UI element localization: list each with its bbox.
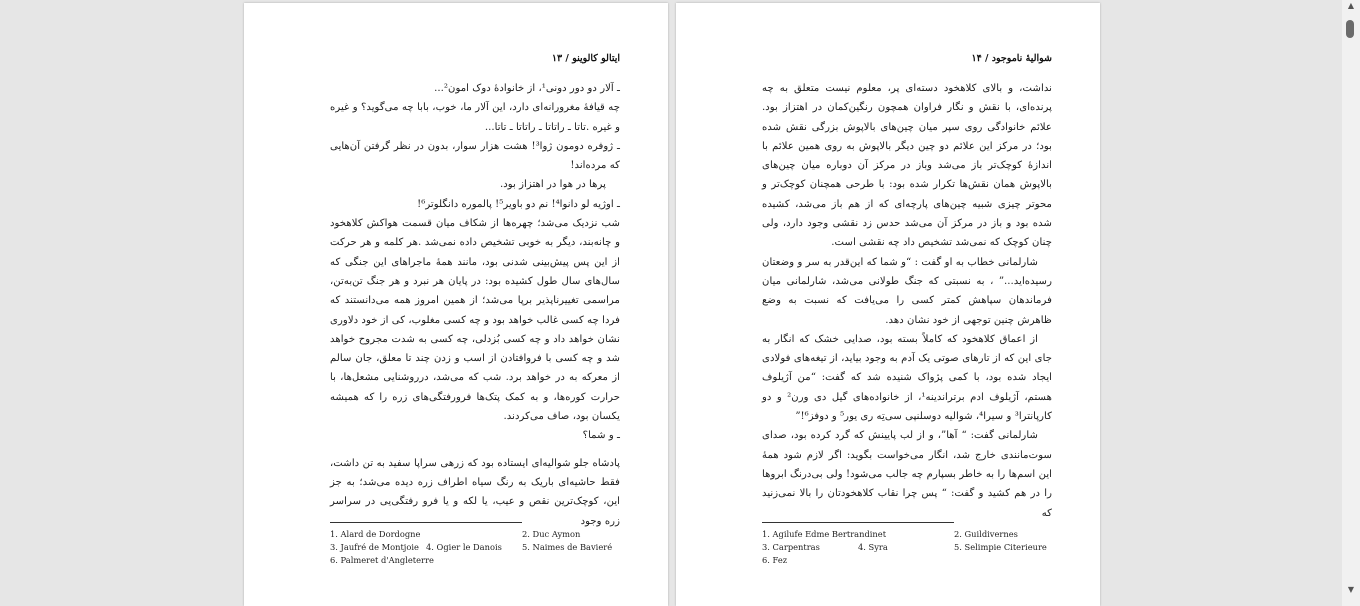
page-14 [676, 3, 1100, 606]
vertical-scrollbar[interactable] [1342, 0, 1360, 606]
scroll-down-icon[interactable]: ▼ [1347, 585, 1355, 594]
page-13 [244, 3, 668, 606]
paragraph: شارلمانی خطاب به او گفت : “و شما که این‌قدر به سر و وضعتان رسیده‌اید...” ، به نسبتی که جنگ طولانی می‌شد، شارلمانی میان فرماندهان سپاهش کمتر کسی را می‌یافت که نسبت به وضع ظاهرش چنین توجهی از خود نشان دهد. [762, 256, 1052, 326]
footnote-row [330, 554, 620, 567]
paragraph: چه قیافهٔ مغرورانه‌ای دارد، این آلار ما، خوب، بابا چه می‌گوید؟ و غیره و غیره .تاتا ـ راتاتا ـ راتاتا ـ تاتا... [330, 102, 620, 133]
footnote-rule [330, 522, 522, 523]
footnote: 6. Fez [762, 555, 788, 565]
footnote-row [762, 541, 1052, 554]
footnote: 3. Jaufré de Montjoie [330, 542, 419, 552]
footnote-row [330, 541, 620, 554]
page-header: شوالیهٔ ناموجود / ۱۴ [971, 53, 1052, 64]
page-header: ایتالو کالوینو / ۱۳ [551, 53, 620, 64]
paragraph: از اعماق کلاهخود که کاملاً بسته بود، صدایی خشک که انگار به جای این که از تارهای صوتی یک آدم به وجود بیاید، از تیغه‌های فولادی ایجاد شده بود، با کمی پژواک شنیده شد که گفت: “من آژیلوف هستم، آژیلوف ادم برتراندینه¹، از خانواده‌های گیل دی ورن² و دو کارپانترا³ و سیرا⁴، شوالیه دوسلنپی سی‌تِه ری یور⁵ و دوفز⁶!” [762, 333, 1052, 423]
footnotes [330, 528, 620, 567]
footnote-rule [762, 522, 954, 523]
paragraph: ـ ژوفره دومون ژوا³! هشت هزار سوار، بدون در نظر گرفتن آن‌هایی که مرده‌اند! [330, 140, 620, 172]
footnote: 4. Ogier le Danois [426, 542, 502, 552]
footnote: 1. Alard de Dordogne [330, 529, 421, 539]
footnote: 3. Carpentras [762, 542, 820, 552]
paragraph: ـ آلار دو دور دونی¹، از خانوادهٔ دوک امون²... [434, 83, 620, 94]
footnote-row [762, 554, 1052, 567]
footnote-row [330, 528, 620, 541]
footnote: 1. Agilufe Edme Bertrandinet [762, 529, 887, 539]
page-body [762, 79, 1052, 523]
footnote: 4. Syra [858, 542, 888, 552]
scroll-up-icon[interactable]: ▲ [1347, 1, 1355, 10]
page-body [330, 79, 620, 531]
paragraph: نداشت، و بالای کلاهخود دسته‌ای پر، معلوم نیست متعلق به چه پرنده‌ای، با نقش و نگار فراوان همچون رنگین‌کمان در اهتزاز بود. علائم خانوادگی روی سپر میان چین‌های بالاپوش بزرگی نقش شده بود؛ در مرکز این علائم دو چین دیگر بالاپوش به روی همین علائم با اندازهٔ کوچک‌تر باز می‌شد وباز در مرکز آن دوباره میان چین‌های بالاپوش همان نقش‌ها تکرار شده بود: با طرحی همچنان کوچک‌تر و محوتر چیزی شبیه چین‌های پارچه‌ای که از هم باز می‌شد، کشیده شده بود و باز در مرکز آن می‌شد حدس زد نقشی وجود دارد، ولی چنان کوچک که نمی‌شد تشخیص داد چه نقشی است. [762, 83, 1052, 249]
paragraph: پرها در هوا در اهتزاز بود. [499, 179, 606, 191]
paragraph: شارلمانی گفت: “ آها”، و از لب پایینش که گرد کرده بود، صدای سوت‌مانندی خارج شد، انگار می‌خواست بگوید: اگر لازم شود همهٔ این اسم‌ها را به خاطر بسپارم چه جالب می‌شود! ولی بی‌درنگ ابروها را در هم کشید و گفت: “ پس چرا نقاب کلاهخودتان را بالا نمی‌زنید که [762, 430, 1052, 519]
footnote: 2. Guildivernes [954, 529, 1018, 539]
footnote: 5. Selimpie Citerieure [954, 542, 1047, 552]
footnotes [762, 528, 1052, 567]
paragraph: شب نزدیک می‌شد؛ چهره‌ها از شکاف میان قسمت هواکش کلاهخود و چانه‌بند، دیگر به خوبی تشخیص داده نمی‌شد .هر کلمه و هر حرکت از این پس پیش‌بینی شدنی بود، مانند همهٔ ماجراهای این جنگی که سال‌های سال طول کشیده بود: در پایان هر نبرد و هر جنگ تن‌به‌تن، مراسمی تغییرناپذیر برپا می‌شد؛ از همین امروز همه می‌دانستند که فردا چه کسی غالب خواهد بود و چه کسی مغلوب، کی از خود دلاوری نشان خواهد داد و چه کسی بُزدلی، چه کسی به شدت مجروح خواهد شد و چه کسی با فروافتادن از اسب و زدن چند تا معلق، جان سالم از معرکه به در خواهد برد. شب که می‌شد، درروشنایی مشعل‌ها، با حرارت کوره‌ها، و به کمک پتک‌ها فرورفتگی‌های زره را که همیشه یکسان بود، صاف می‌کردند. [330, 218, 620, 423]
footnote: 5. Naimes de Bavieré [522, 542, 613, 552]
paragraph: ـ و شما؟ [582, 430, 620, 442]
footnote-row [762, 528, 1052, 541]
scroll-thumb[interactable] [1346, 20, 1354, 38]
footnote: 2. Duc Aymon [522, 529, 581, 539]
paragraph: ـ اوژیه لو دانوا⁴! نم دو باویر⁵! پالموره دانگلوتر⁶! [417, 198, 620, 210]
footnote: 6. Palmeret d'Angleterre [330, 555, 434, 565]
paragraph: پادشاه جلو شوالیه‌ای ایستاده بود که زرهی سراپا سفید به تن داشت، فقط حاشیه‌ای باریک به رنگ سیاه اطراف زره دیده می‌شد؛ به جز این، کوچک‌ترین نقص و عیب، یا لکه و یا فرو رفتگی‌یی در سراسر زره وجود [330, 457, 620, 527]
